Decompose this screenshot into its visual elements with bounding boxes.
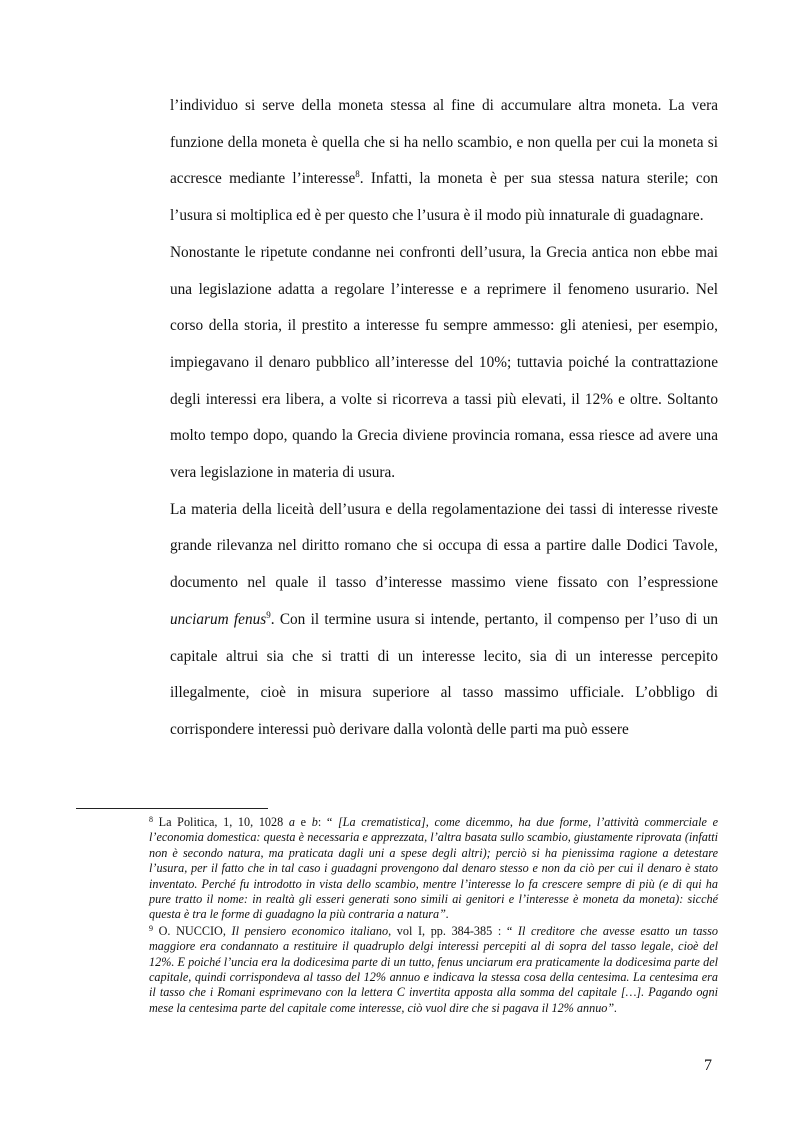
footnote-8 <box>149 815 718 923</box>
footnote-separator <box>76 808 268 809</box>
paragraph-3 <box>170 492 718 749</box>
footnote-quote: Il creditore che avesse esatto un tasso maggiore era condannato a restituire il quadruplo delgi interessi percepiti al di sopra del tasso legale, cioè del 12%. E poiché l’uncia era la dodicesima parte di un tutto, fenus unciarum era praticamente la dodicesima parte del capitale, quindi corrispondeva al tasso del 12% annuo e indicava la stessa cosa della centesima. La centesima era il tasso che i Romani esprimevano con la lettera C invertita apposta alla somma del capitale […]. Pagando ogni mese la centesima parte del capitale come interesse, ciò vuol dire che si pagava il 12% annuo”. <box>149 923 718 1015</box>
footnote-italic-b: b <box>311 815 318 829</box>
body-text <box>170 88 718 749</box>
paragraph-3-text-b: . Con il termine usura si intende, pertanto, il compenso per l’uso di un capitale altrui sia che si tratti di un interesse lecito, sia di un interesse percepito illegalmente, cioè in misura superiore al tasso massimo ufficiale. L’obbligo di corrispondere interessi può derivare dalla volontà delle parti ma può essere <box>170 610 718 738</box>
footnote-source: La Politica, 1, 10, 1028 <box>153 815 289 829</box>
footnote-work-title: Il pensiero economico italiano <box>231 923 389 938</box>
paragraph-1-text-a: l’individuo si serve della moneta stessa al fine di accumulare altra moneta. La vera funzione della moneta è quella che si ha nello scambio, e non quella per cui la moneta si accresce mediante l’interesse <box>170 97 718 188</box>
paragraph-1-text-b: . Infatti, la moneta è per sua stessa natura sterile; con l’usura si moltiplica ed è per questo che l’usura è il modo più innaturale di guadagnare. <box>170 170 719 225</box>
footnote-author: O. NUCCIO, <box>153 923 232 938</box>
footnote-number: 8 <box>149 815 153 824</box>
footnote-colon: : “ <box>317 815 338 829</box>
paragraph-3-text-a: La materia della liceità dell’usura e della regolamentazione dei tassi di interesse riveste grande rilevanza nel diritto romano che si occupa di essa a partire dalle Dodici Tavole, documento nel quale il tasso d’interesse massimo viene fissato con l’espressione <box>170 500 718 592</box>
footnote-number: 9 <box>149 923 153 933</box>
footnote-quote: [La crematistica], come dicemmo, ha due forme, l’attività commerciale e l’economia domestica: questa è necessaria e apprezzata, l’altra basata sullo scambio, giustamente riprovata (infatti non è secondo natura, ma praticata dagli uni a spese degli altri); perciò si ha pienissima ragione a detestare l’usura, per il fatto che in tal caso i guadagni provengono dal denaro stesso e non da ciò per cui il denaro è stato inventato. Perché fu introdotto in vista dello scambio, mentre l’interesse lo fa crescere sempre di più (e di qui ha pure tratto il nome: in realtà gli esseri generati sono simili ai genitori e l’interesse è moneta da moneta): sicché questa è tra le forme di guadagno la più contraria a natura”. <box>149 815 719 922</box>
paragraph-2: Nonostante le ripetute condanne nei confronti dell’usura, la Grecia antica non ebbe mai una legislazione adatta a regolare l’interesse e a reprimere il fenomeno usurario. Nel corso della storia, il prestito a interesse fu sempre ammesso: gli ateniesi, per esempio, impiegavano il denaro pubblico all’interesse del 10%; tuttavia poiché la contrattazione degli interessi era libera, a volte si ricorreva a tassi più elevati, il 12% e oltre. Soltanto molto tempo dopo, quando la Grecia diviene provincia romana, essa riesce ad avere una vera legislazione in materia di usura. <box>170 243 718 482</box>
paragraph-1 <box>170 88 718 235</box>
footnotes <box>149 815 718 1017</box>
page-number: 7 <box>704 1057 712 1074</box>
footnote-ref-8[interactable]: 8 <box>355 169 360 180</box>
footnote-italic-a: a <box>288 815 295 829</box>
footnote-pages: , vol I, pp. 384-385 : “ <box>388 923 518 938</box>
footnote-conj: e <box>294 815 312 829</box>
footnote-ref-9[interactable]: 9 <box>266 609 271 620</box>
paragraph-3-emphasis: unciarum fenus <box>170 610 267 628</box>
footnote-9 <box>149 924 718 1016</box>
